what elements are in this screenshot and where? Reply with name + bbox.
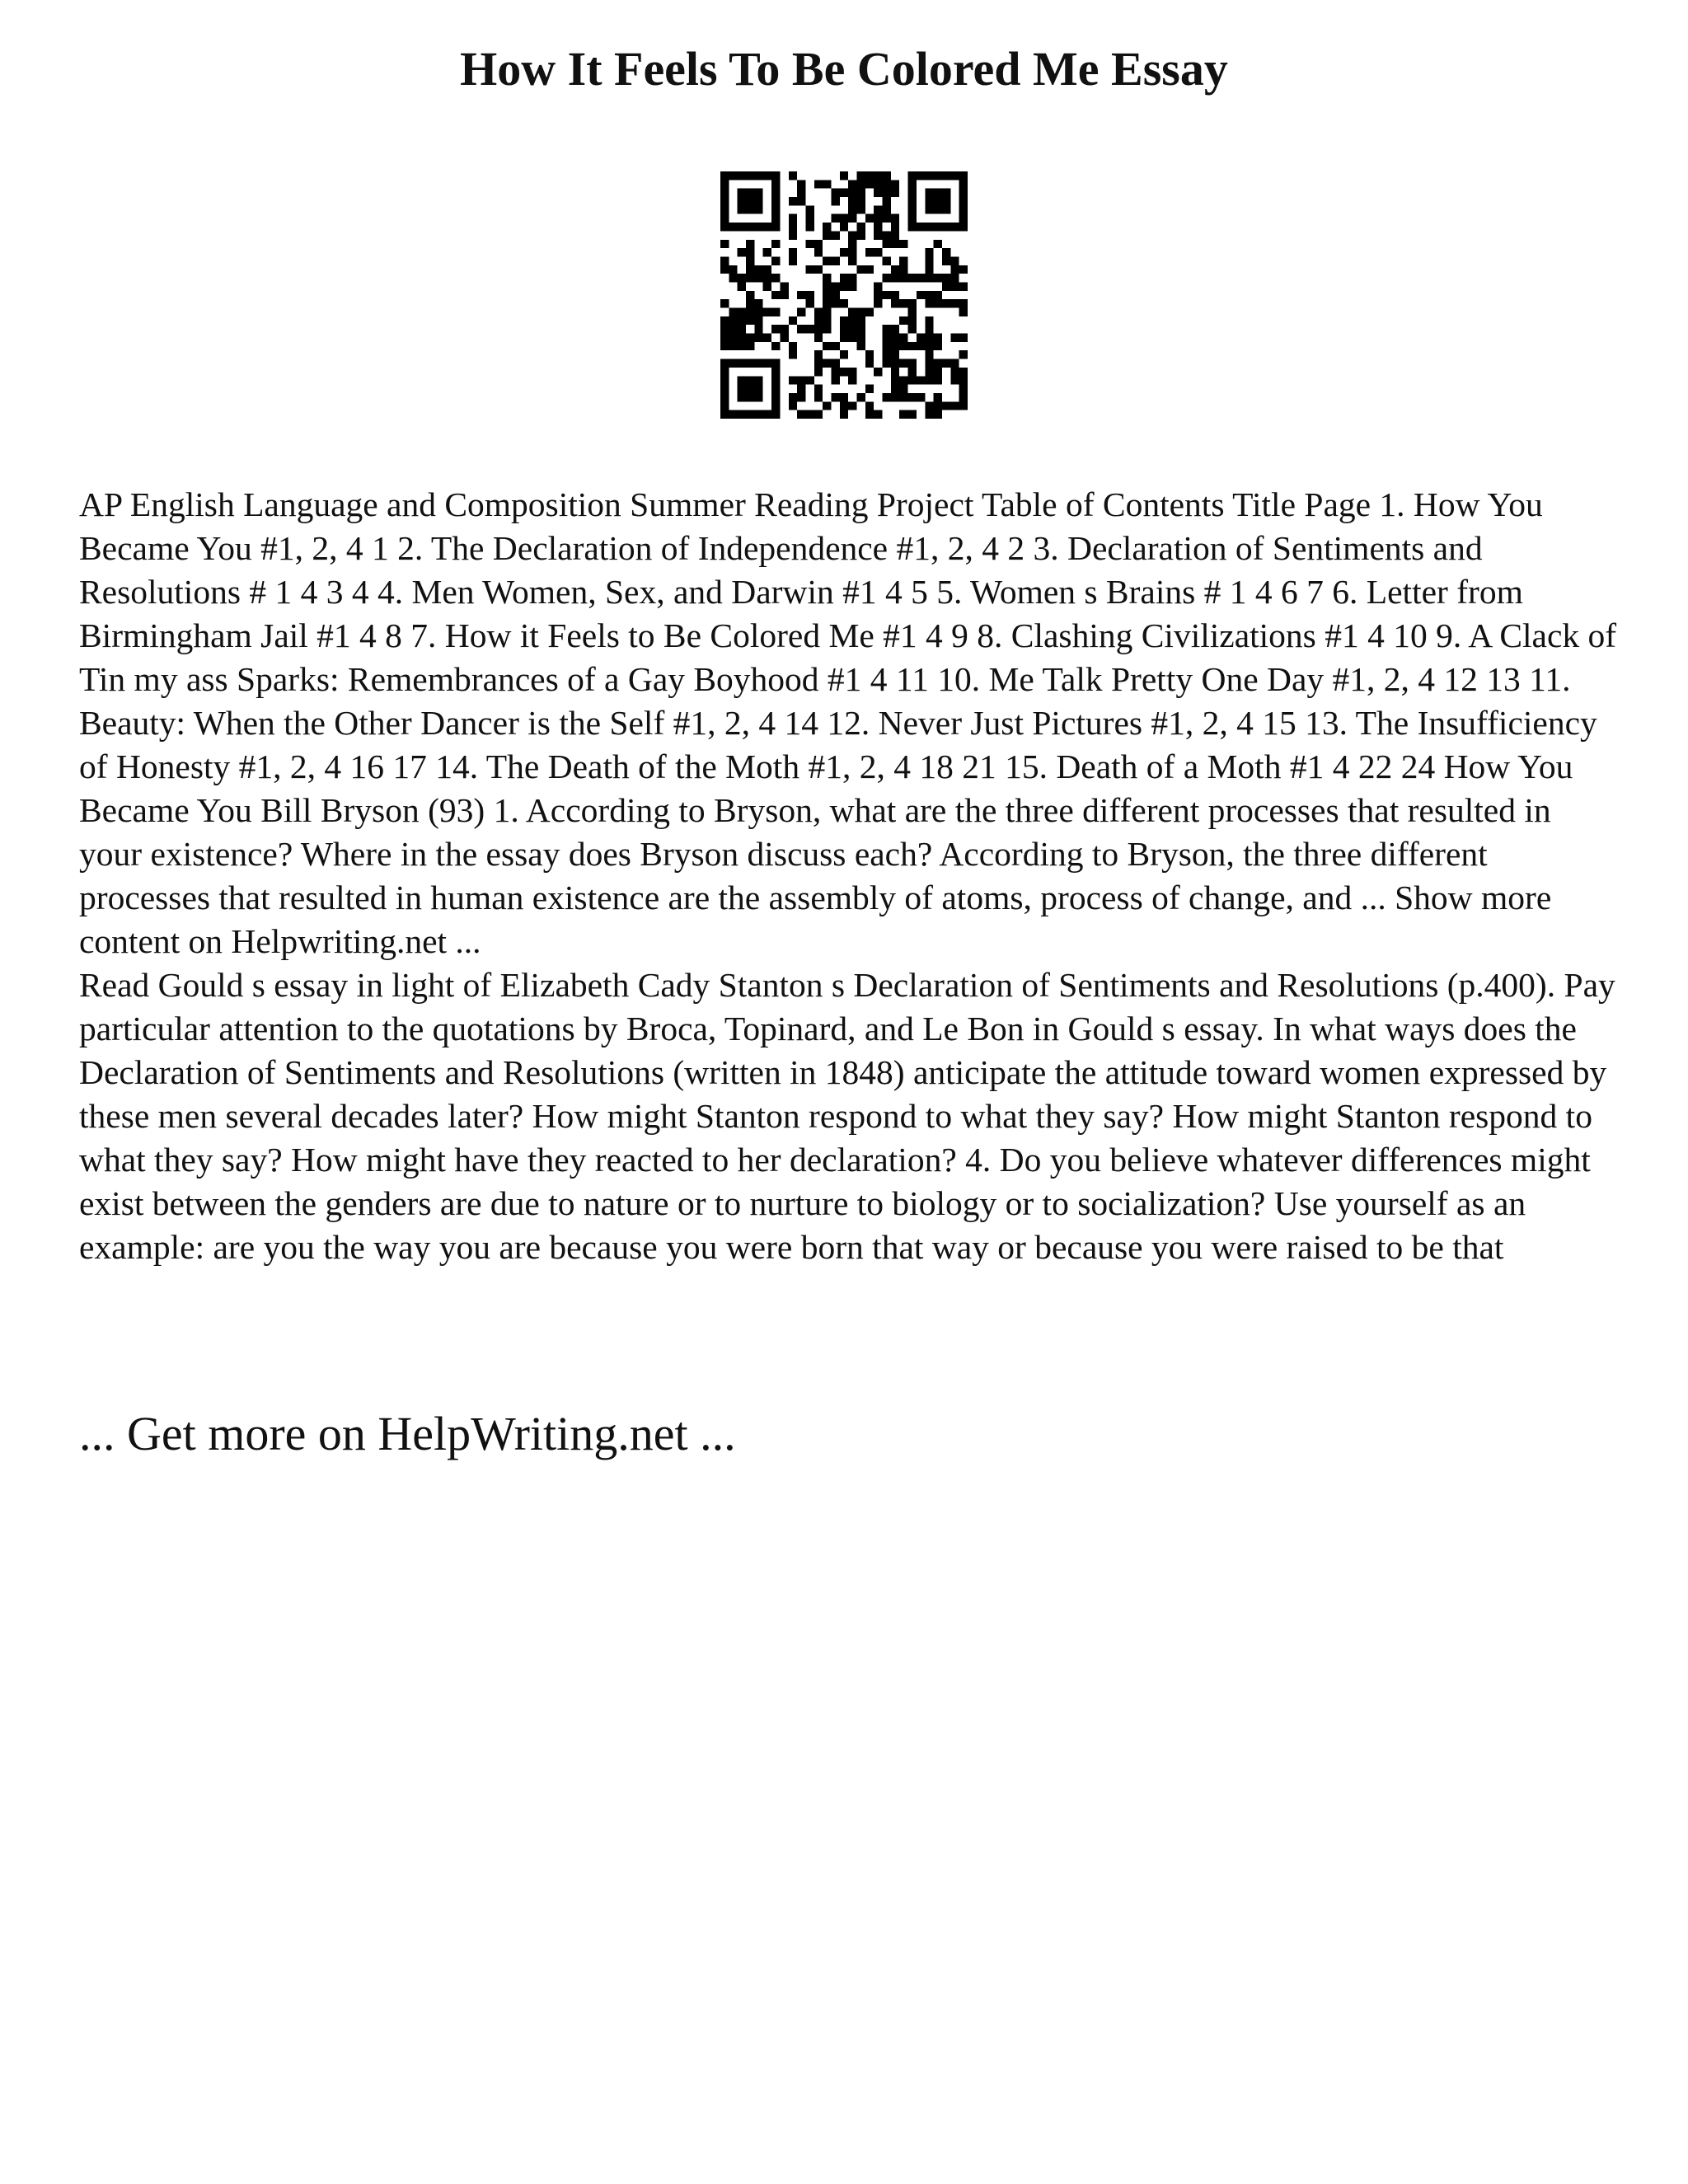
qr-code[interactable] (720, 171, 968, 419)
essay-body (79, 483, 1620, 1269)
page-title: How It Feels To Be Colored Me Essay (460, 42, 1228, 96)
qr-code-icon (720, 171, 968, 419)
get-more-link[interactable]: ... Get more on HelpWriting.net ... (79, 1407, 736, 1460)
paragraph-table-of-contents: AP English Language and Composition Summer Reading Project Table of Contents Title Page 1. How You Became You #1, 2, 4 1 2. The Declaration of Independence #1, 2, 4 2 3. Declaration of Sentiments and Resolutions # 1 4 3 4 4. Men Women, Sex, and Darwin #1 4 5 5. Women s Brains # 1 4 6 7 6. Letter from Birmingham Jail #1 4 8 7. How it Feels to Be Colored Me #1 4 9 8. Clashing Civilizations #1 4 10 9. A Clack of Tin my ass Sparks: Remembrances of a Gay Boyhood #1 4 11 10. Me Talk Pretty One Day #1, 2, 4 12 13 11. Beauty: When the Other Dancer is the Self #1, 2, 4 14 12. Never Just Pictures #1, 2, 4 15 13. The Insufficiency of Honesty #1, 2, 4 16 17 14. The Death of the Moth #1, 2, 4 18 21 15. Death of a Moth #1 4 22 24 How You Became You Bill Bryson (93) 1. According to Bryson, what are the three different processes that resulted in your existence? Where in the essay does Bryson discuss each? According to Bryson, the three different processes that resulted in human existence are the assembly of atoms, process of change, and ... Show more content on Helpwriting.net ... (79, 485, 1617, 960)
paragraph-gould-essay: Read Gould s essay in light of Elizabeth Cady Stanton s Declaration of Sentiments and Resolutions (p.400). Pay particular attention to the quotations by Broca, Topinard, and Le Bon in Gould s essay. In what ways does the Declaration of Sentiments and Resolutions (written in 1848) anticipate the attitude toward women expressed by these men several decades later? How might Stanton respond to what they say? How might Stanton respond to what they say? How might have they reacted to her declaration? 4. Do you believe whatever differences might exist between the genders are due to nature or to nurture to biology or to socialization? Use yourself as an example: are you the way you are because you were born that way or because you were raised to be that (79, 966, 1615, 1266)
